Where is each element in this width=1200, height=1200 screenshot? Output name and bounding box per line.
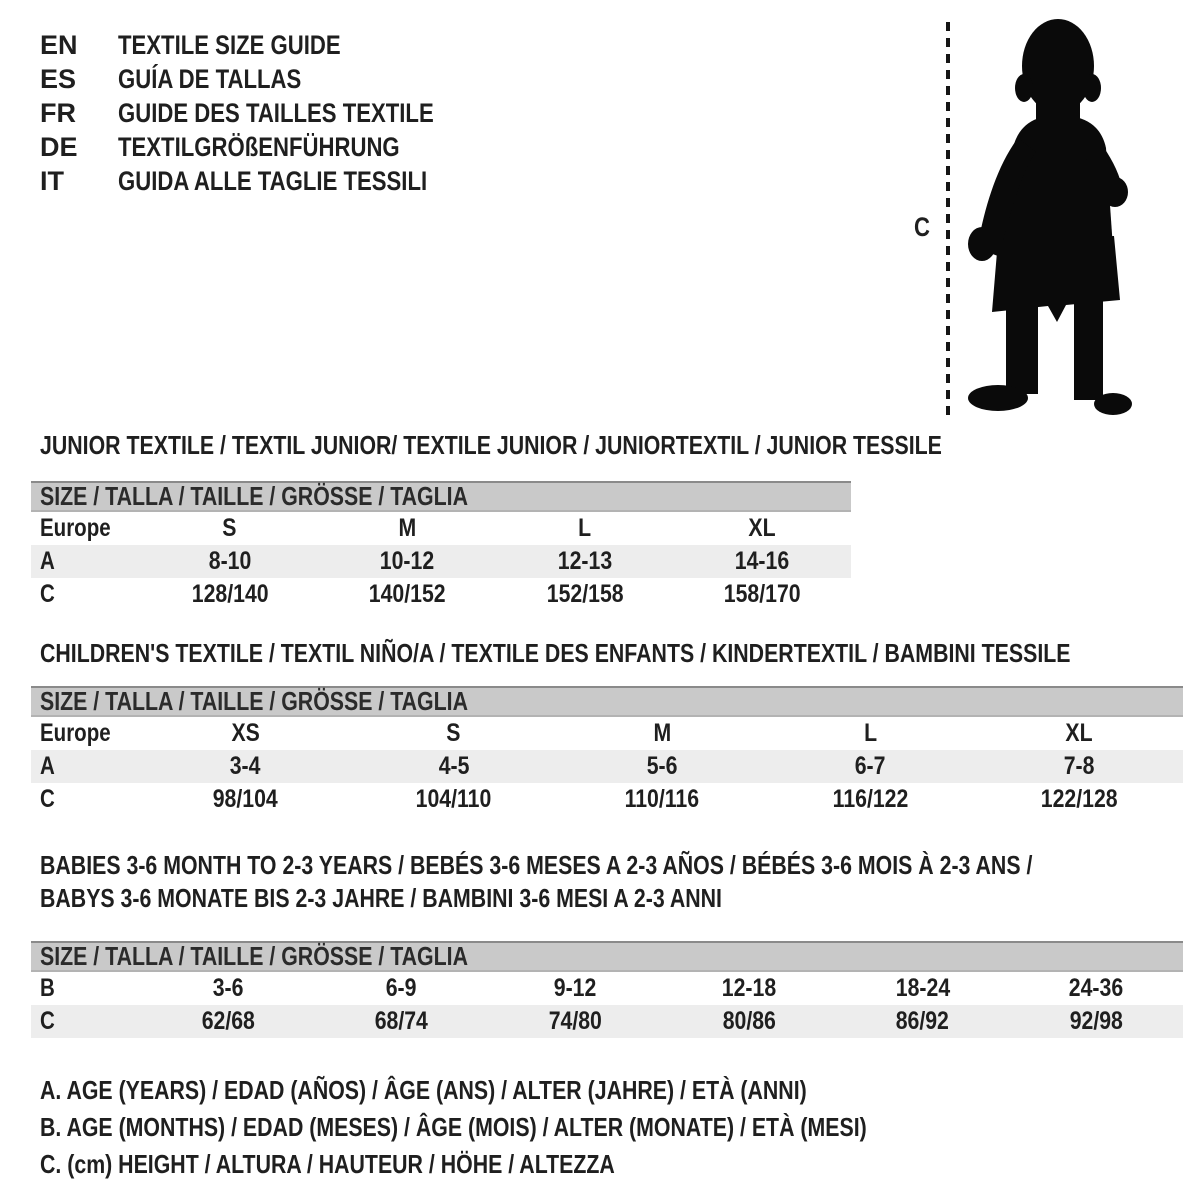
table-cell: [141, 547, 319, 576]
table-cell: [674, 547, 852, 576]
row-label-text: Europe: [40, 719, 111, 747]
table-cell: [674, 580, 852, 609]
language-code: EN: [40, 29, 78, 60]
cell-value: 110/116: [624, 785, 700, 813]
table-row-europe: [31, 717, 1183, 750]
cell-value: 80/86: [722, 1007, 776, 1035]
table-cell: [141, 1007, 315, 1036]
cell-value: 3-6: [212, 974, 244, 1002]
table-cell: [496, 514, 674, 543]
section-title-children: [40, 637, 1200, 670]
cell-value: 10-12: [380, 547, 435, 575]
language-title: GUIDE DES TAILLES TEXTILE: [118, 97, 434, 128]
table-cell: [558, 785, 766, 814]
cell-value: L: [578, 514, 592, 542]
table-cell: [496, 547, 674, 576]
row-label-text: Europe: [40, 514, 111, 542]
cell-value: 12-13: [557, 547, 612, 575]
toddler-silhouette-image: [936, 8, 1150, 432]
table-cell: [141, 974, 315, 1003]
row-label-text: C: [40, 785, 55, 813]
language-row: [40, 96, 503, 130]
language-title: TEXTILE SIZE GUIDE: [118, 29, 341, 60]
cell-value: 122/128: [1040, 785, 1118, 813]
cell-value: 4-5: [438, 752, 469, 780]
table-cell: [975, 785, 1183, 814]
cell-value: 12-18: [721, 974, 777, 1002]
toddler-silhouette: [968, 19, 1132, 415]
cell-value: 3-4: [229, 752, 261, 780]
language-code: ES: [40, 63, 77, 94]
section-title-text: BABIES 3-6 MONTH TO 2-3 YEARS / BEBÉS 3-6 MESES A 2-3 AÑOS / BÉBÉS 3-6 MOIS À 2-3 ANS /: [40, 850, 1033, 880]
table-row-b: [31, 972, 1183, 1005]
language-code: IT: [40, 165, 64, 196]
table-cell: [315, 974, 489, 1003]
table-cell: [141, 719, 349, 748]
row-label-text: A: [40, 752, 55, 780]
table-cell: [488, 1007, 662, 1036]
cell-value: XS: [231, 719, 260, 747]
table-row-c: [31, 1005, 1183, 1038]
language-title: TEXTILGRÖßENFÜHRUNG: [118, 131, 400, 162]
table-cell: [975, 719, 1183, 748]
table-cell: [836, 974, 1010, 1003]
size-header-bar: [31, 481, 851, 512]
cell-value: S: [446, 719, 461, 747]
cell-value: 6-7: [855, 752, 886, 780]
section-title-text: BABYS 3-6 MONATE BIS 2-3 JAHRE / BAMBINI 3-6 MESI A 2-3 ANNI: [40, 883, 722, 913]
size-table-babies: [31, 941, 1183, 1038]
size-header-label: SIZE / TALLA / TAILLE / GRÖSSE / TAGLIA: [40, 686, 468, 716]
table-cell: [766, 752, 974, 781]
table-cell: [1009, 1007, 1183, 1036]
language-row: [40, 62, 503, 96]
table-cell: [662, 974, 836, 1003]
table-cell: [319, 547, 497, 576]
cell-value: 104/110: [415, 785, 492, 813]
language-header: [40, 28, 503, 198]
cell-value: L: [863, 719, 877, 747]
cell-value: S: [222, 514, 237, 542]
cell-value: 6-9: [386, 974, 417, 1002]
size-table-junior: [31, 481, 851, 611]
cell-value: 98/104: [212, 785, 278, 813]
cell-value: 86/92: [895, 1007, 950, 1035]
table-cell: [558, 719, 766, 748]
section-title-junior: [40, 429, 1140, 462]
language-row: [40, 164, 503, 198]
cell-value: 68/74: [374, 1007, 429, 1035]
table-cell: [315, 1007, 489, 1036]
cell-value: 128/140: [191, 580, 269, 608]
legend-line-text: C. (cm) HEIGHT / ALTURA / HAUTEUR / HÖHE / ALTEZZA: [40, 1149, 615, 1179]
table-cell: [349, 785, 557, 814]
table-cell: [141, 514, 319, 543]
cell-value: 152/158: [546, 580, 624, 608]
row-label-text: A: [40, 547, 55, 575]
table-cell: [141, 752, 349, 781]
table-cell: [558, 752, 766, 781]
table-cell: [662, 1007, 836, 1036]
table-cell: [141, 580, 319, 609]
size-header-label: SIZE / TALLA / TAILLE / GRÖSSE / TAGLIA: [40, 481, 468, 511]
size-header-bar: [31, 941, 1183, 972]
cell-value: 24-36: [1069, 974, 1124, 1002]
size-table-children: [31, 686, 1183, 816]
legend-line-text: A. AGE (YEARS) / EDAD (AÑOS) / ÂGE (ANS) / ALTER (JAHRE) / ETÀ (ANNI): [40, 1075, 807, 1105]
table-cell: [975, 752, 1183, 781]
table-cell: [141, 785, 349, 814]
cell-value: 5-6: [646, 752, 678, 780]
cell-value: 8-10: [208, 547, 252, 575]
cell-value: 92/98: [1069, 1007, 1123, 1035]
cell-value: 62/68: [201, 1007, 255, 1035]
language-title: GUIDA ALLE TAGLIE TESSILI: [118, 165, 428, 196]
row-label-text: B: [40, 974, 55, 1002]
table-cell: [496, 580, 674, 609]
table-cell: [319, 580, 497, 609]
table-cell: [836, 1007, 1010, 1036]
language-code: FR: [40, 97, 76, 128]
cell-value: 14-16: [735, 547, 790, 575]
cell-value: 158/170: [723, 580, 801, 608]
language-title: GUÍA DE TALLAS: [118, 63, 302, 94]
section-title-babies: [40, 849, 1200, 915]
table-row-a: [31, 750, 1183, 783]
table-row-c: [31, 783, 1183, 816]
size-header-bar: [31, 686, 1183, 717]
cell-value: 18-24: [895, 974, 950, 1002]
cell-value: 74/80: [548, 1007, 602, 1035]
size-legend: [40, 1072, 1048, 1183]
size-header-label: SIZE / TALLA / TAILLE / GRÖSSE / TAGLIA: [40, 941, 468, 971]
cell-value: M: [653, 719, 671, 747]
cell-value: 9-12: [553, 974, 597, 1002]
table-row-a: [31, 545, 851, 578]
table-cell: [766, 719, 974, 748]
table-cell: [319, 514, 497, 543]
measurement-figure: [900, 8, 1162, 432]
language-row: [40, 130, 503, 164]
cell-value: 140/152: [368, 580, 446, 608]
table-row-c: [31, 578, 851, 611]
cell-value: M: [398, 514, 417, 542]
section-title-text: JUNIOR TEXTILE / TEXTIL JUNIOR/ TEXTILE JUNIOR / JUNIORTEXTIL / JUNIOR TESSILE: [40, 430, 942, 460]
language-code: DE: [40, 131, 78, 162]
cell-value: 7-8: [1063, 752, 1095, 780]
row-label-text: C: [40, 580, 55, 608]
language-row: [40, 28, 503, 62]
table-cell: [349, 752, 557, 781]
table-cell: [349, 719, 557, 748]
cell-value: 116/122: [832, 785, 909, 813]
row-label-text: C: [40, 1007, 55, 1035]
legend-line-text: B. AGE (MONTHS) / EDAD (MESES) / ÂGE (MOIS) / ALTER (MONATE) / ETÀ (MESI): [40, 1112, 867, 1142]
section-title-text: CHILDREN'S TEXTILE / TEXTIL NIÑO/A / TEXTILE DES ENFANTS / KINDERTEXTIL / BAMBINI TESSILE: [40, 638, 1071, 668]
cell-value: XL: [1065, 719, 1093, 747]
cell-value: XL: [748, 514, 776, 542]
table-cell: [488, 974, 662, 1003]
table-row-europe: [31, 512, 851, 545]
height-measure-label: C: [914, 212, 930, 242]
table-cell: [1009, 974, 1183, 1003]
table-cell: [766, 785, 974, 814]
table-cell: [674, 514, 852, 543]
